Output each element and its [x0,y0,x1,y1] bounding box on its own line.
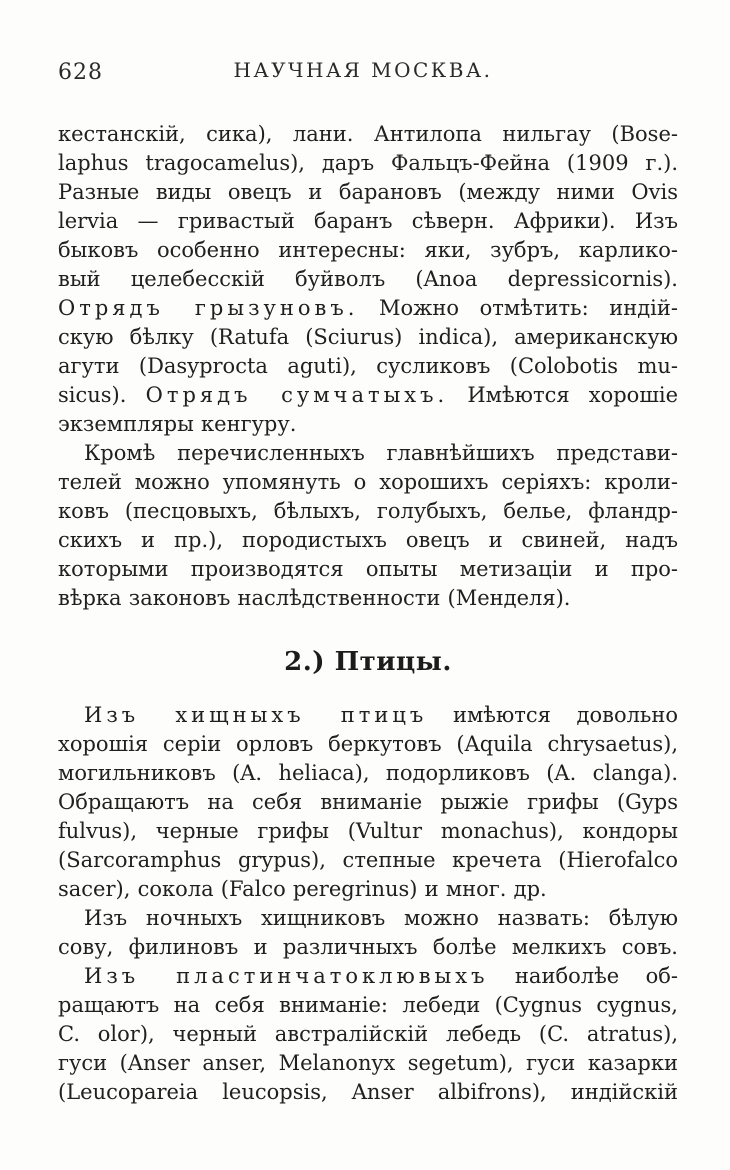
paragraph [58,904,678,962]
paragraph [58,439,678,613]
text-line [58,817,678,846]
text-line [58,904,678,933]
letterspaced-term: Отрядъ грызуновъ. [58,296,359,320]
text-segment: вѣрка законовъ наслѣдственности (Менделя). [58,586,571,610]
text-segment: (Leucopareia leucopsis, Anser albifrons), индійскій [58,1080,678,1104]
letterspaced-term: Изъ пластинчатоклювыхъ [84,964,489,988]
text-line [58,497,678,526]
text-segment: скихъ и пр.), породистыхъ овецъ и свиней, надъ [58,528,678,552]
letterspaced-term: Изъ хищныхъ птицъ [84,703,428,727]
text-line [58,846,678,875]
text-segment: которыми производятся опыты метизаціи и про- [58,557,678,581]
text-segment: агути (Dasyprocta aguti), сусликовъ (Colobotis mu- [58,354,678,378]
text-line [58,468,678,497]
text-segment: телей можно упомянуть о хорошихъ серіяхъ: кроли- [58,470,678,494]
text-segment: экземпляры кенгуру. [58,412,297,436]
paragraph [58,962,678,1107]
text-line [58,991,678,1020]
text-segment: быковъ особенно интересны: яки, зубръ, карлико- [58,238,678,262]
text-line [58,730,678,759]
section-heading: 2.) Птицы. [284,647,452,677]
text-line [58,526,678,555]
text-line [58,352,678,381]
text-segment: ращаютъ на себя вниманіе: лебеди (Cygnus cygnus, [58,993,678,1017]
text-segment: Разные виды овецъ и барановъ (между ними Ovis [58,180,678,204]
text-segment: ковъ (песцовыхъ, бѣлыхъ, голубыхъ, белье, фландр- [58,499,678,523]
text-line [58,1020,678,1049]
text-line [58,788,678,817]
text-segment: гуси (Anser anser, Melanonyx segetum), гуси казарки [58,1051,678,1075]
text-line [58,294,678,323]
text-line [58,236,678,265]
text-line [58,701,678,730]
text-segment: сову, филиновъ и различныхъ болѣе мелкихъ совъ. [58,935,678,959]
text-segment: Обращаютъ на себя вниманіе рыжіе грифы (Gyps [58,790,678,814]
text-segment: fulvus), черные грифы (Vultur monachus), кондоры [58,819,678,843]
text-segment: laphus tragocamelus), даръ Фальцъ-Фейна (1909 г.). [58,151,678,175]
text-segment: имѣются довольно [427,703,678,727]
text-line [58,439,678,468]
text-line [58,149,678,178]
text-line [58,265,678,294]
text-line [58,759,678,788]
text-segment: sicus). [58,383,146,407]
text-line [58,962,678,991]
text-line [58,1078,678,1107]
text-segment: вый целебесскій буйволъ (Anoa depressicornis). [58,267,678,291]
text-segment: lervia — гривастый баранъ сѣверн. Африки). Изъ [58,209,678,233]
text-line [58,323,678,352]
page-body [58,120,678,1107]
text-line [58,584,678,613]
text-line [58,875,678,904]
text-line [58,933,678,962]
paragraph [58,701,678,904]
text-segment: Кромѣ перечисленныхъ главнѣйшихъ представи- [84,441,678,465]
text-line [58,207,678,236]
running-head-title: НАУЧНАЯ МОСКВА. [233,58,493,82]
text-line [58,381,678,410]
text-segment: кестанскій, сика), лани. Антилопа нильгау (Bose- [58,122,678,146]
letterspaced-term: Отрядъ сумчатыхъ. [145,383,449,407]
page-number: 628 [58,60,103,85]
text-segment: скую бѣлку (Ratufa (Sciurus) indica), американскую [58,325,678,349]
text-line [58,1049,678,1078]
running-head [58,58,678,88]
text-segment: Можно отмѣтить: индій- [358,296,678,320]
text-line [58,555,678,584]
text-segment: Изъ ночныхъ хищниковъ можно назвать: бѣлую [84,906,678,930]
text-segment: (Sarcoramphus grypus), степные кречета (Hierofalco [58,848,678,872]
text-segment: наиболѣе об- [488,964,678,988]
text-segment: C. olor), черный австралійскій лебедь (C. atratus), [58,1022,678,1046]
text-segment: sacer), сокола (Falco peregrinus) и мног. др. [58,877,547,901]
text-segment: Имѣются хорошіе [448,383,678,407]
text-segment: могильниковъ (A. heliaca), подорликовъ (A. clanga). [58,761,678,785]
text-line [58,178,678,207]
text-line [58,410,678,439]
text-line [58,120,678,149]
paragraph [58,120,678,439]
text-segment: хорошія серіи орловъ беркутовъ (Aquila chrysaetus), [58,732,678,756]
